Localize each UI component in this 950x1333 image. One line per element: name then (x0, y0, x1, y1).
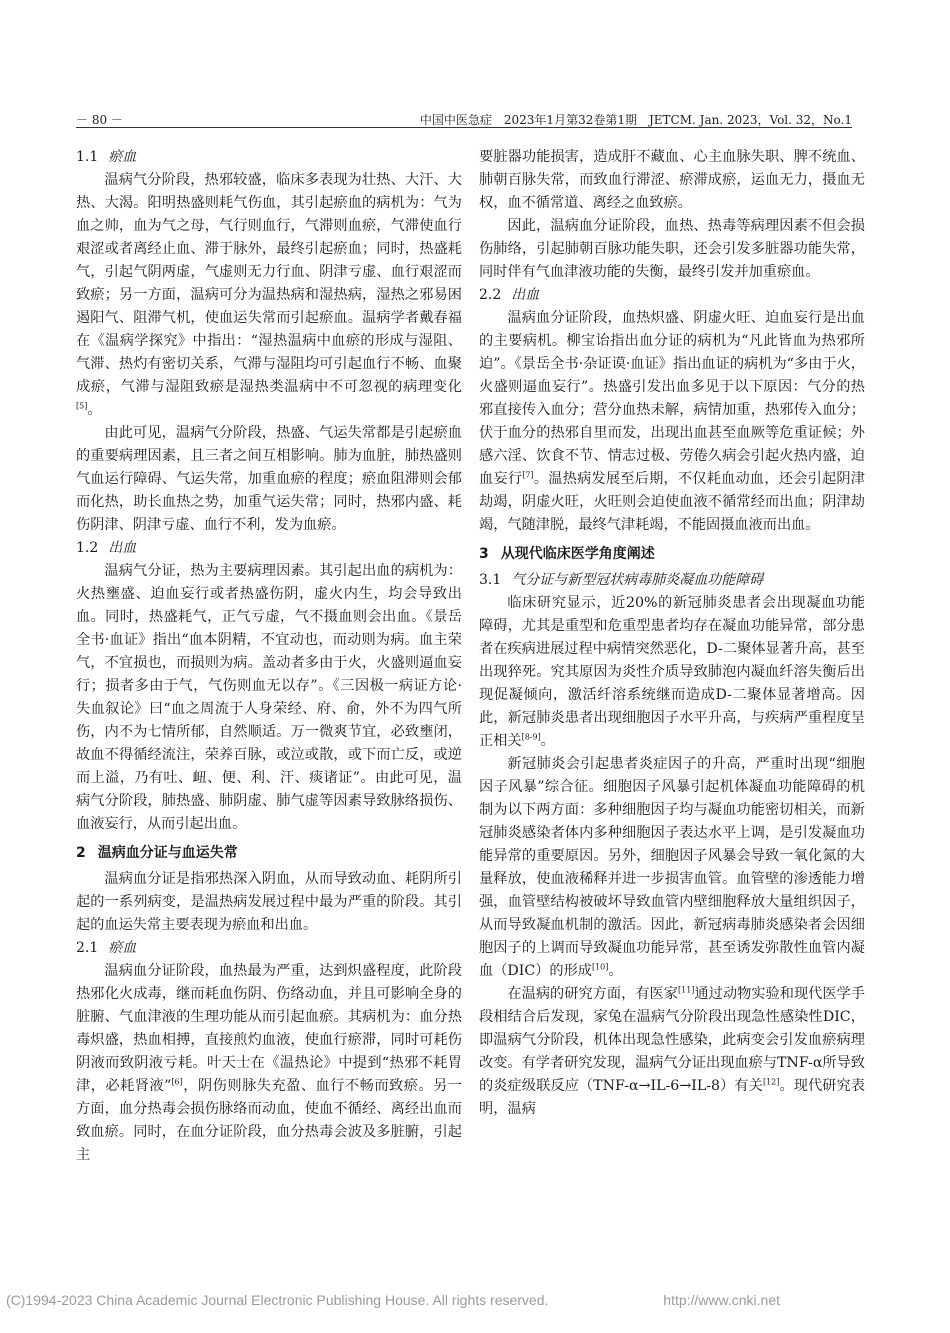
left-column (76, 146, 462, 1167)
running-header (76, 107, 852, 127)
paragraph: 因此，温病血分证阶段，血热、热毒等病理因素不但会损伤肺络，引起肺朝百脉功能失职，还会引发多脏器功能失常，同时伴有气血津液功能的失衡，最终引发并加重瘀血。 (479, 218, 865, 280)
section-heading-2-1: 2.1 瘀血 (76, 940, 137, 956)
paragraph: 温病血分证阶段，血热炽盛、阴虚火旺、迫血妄行是出血的主要病机。柳宝诒指出血分证的病机为“凡此皆血为热邪所迫”。《景岳全书·杂证谟·血证》指出血证的病机为“多由于火，火盛则逼血妄行”。热盛引发出血多见于以下原因：气分的热邪直接传入血分；营分血热未解，病情加重，热邪传入血分；伏于血分的热邪自里而发，出现出血甚至血厥等危重证候；外感六淫、饮食不节、情志过极、劳倦久病会引起火热内盛，迫血妄行[7]。温热病发展至后期，不仅耗血动血，还会引起阴津劫竭，阴虚火旺，火旺则会迫使血液不循常经而出血；阴津劫竭，气随津脱，最终气津耗竭，不能固摄血液而出血。 (479, 310, 865, 533)
journal-citation: 中国中医急症 2023年1月第32卷第1期 JETCM. Jan. 2023，Vol. 32，No.1 (419, 113, 852, 127)
paragraph: 由此可见，温病气分阶段，热盛、气运失常都是引起瘀血的重要病理因素，且三者之间互相影响。肺为血脏，肺热盛则气血运行障碍、气运失常，加重血瘀的程度；瘀血阻滞则会郁而化热，助长血热之势，加重气运失常；同时，热邪内盛、耗伤阴津、阴津亏虚、血行不利，发为血瘀。 (76, 425, 462, 533)
section-heading-2: 2 温病血分证与血运失常 (76, 845, 238, 861)
paragraph: 温病气分证，热为主要病理因素。其引起出血的病机为：火热壅盛、迫血妄行或者热盛伤阴，虚火内生，均会导致出血。同时，热盛耗气，正气亏虚，气不摄血则会出血。《景岳全书·血证》指出“血本阴精，不宜动也，而动则为病。血主荣气，不宜损也，而损则为病。盖动者多由于火，火盛则逼血妄行；损者多由于气，气伤则血无以存”。《三因极一病证方论·失血叙论》曰“血之周流于人身荣经、府、俞，外不为四气所伤，内不为七情所郁，自然顺适。万一微爽节宜，必致壅闭，故血不得循经流注，荣养百脉，或泣或散，或下而亡反，或逆而上溢，乃有吐、衄、便、利、汗、痰诸证”。由此可见，温病气分阶段，肺热盛、肺阴虚、肺气虚等因素导致脉络损伤、血液妄行，从而引起出血。 (76, 563, 462, 832)
paragraph: 新冠肺炎会引起患者炎症因子的升高，严重时出现“细胞因子风暴”综合征。细胞因子风暴引起机体凝血功能障碍的机制为以下两方面：多种细胞因子均与凝血功能密切相关，而新冠肺炎感染者体内多种细胞因子表达水平上调，是引发凝血功能异常的重要原因。另外，细胞因子风暴会导致一氧化氮的大量释放，使血液稀释并进一步损害血管。血管壁的渗透能力增强，血管壁结构被破坏导致血管内壁细胞释放大量组织因子，从而导致凝血机制的激活。因此，新冠病毒肺炎感染者会因细胞因子的上调而导致凝血功能异常，甚至诱发弥散性血管内凝血（DIC）的形成[10]。 (479, 756, 865, 979)
right-column (479, 146, 865, 1121)
cnki-link[interactable]: http://www.cnki.net (663, 1292, 780, 1308)
citation-ref: [8-9] (521, 732, 541, 742)
copyright-footer (0, 1290, 950, 1314)
section-heading-1-1: 1.1 瘀血 (76, 149, 137, 165)
citation-ref: [10] (591, 962, 609, 972)
citation-ref: [5] (76, 401, 88, 411)
citation-ref: [7] (522, 470, 534, 480)
paragraph: 温病血分证阶段，血热最为严重，达到炽盛程度，此阶段热邪化火成毒，继而耗血伤阴、伤络动血，并且可影响全身的脏腑、气血津液的生理功能从而引起血瘀。其病机为：血分热毒炽盛，热血相搏，直接煎灼血液，使血行瘀滞，同时可耗伤阴液而致阴液亏耗。叶天士在《温热论》中提到“热邪不耗胃津，必耗肾液”[6]，阴伤则脉失充盈、血行不畅而致瘀。另一方面，血分热毒会损伤脉络而动血，使血不循经、离经出血而致血瘀。同时，在血分证阶段，血分热毒会波及多脏腑，引起主 (76, 963, 462, 1163)
header-rule (76, 127, 852, 128)
paragraph: 在温病的研究方面，有医家[11]通过动物实验和现代医学手段相结合后发现，家兔在温病气分阶段出现急性感染性DIC，即温病气分阶段，机体出现急性感染，此病变会引发血瘀病理改变。有学者研究发现，温病气分证出现血瘀与TNF-α所导致的炎症级联反应（TNF-α→IL-6→IL-8）有关[12]。现代研究表明，温病 (479, 985, 865, 1117)
citation-ref: [6] (171, 1077, 183, 1087)
paragraph: 温病血分证是指邪热深入阴血，从而导致动血、耗阴所引起的一系列病变，是温热病发展过程中最为严重的阶段。其引起的血运失常主要表现为瘀血和出血。 (76, 871, 462, 933)
citation-ref: [11] (677, 985, 695, 995)
page-number: － 80 － (76, 113, 123, 127)
paragraph: 温病气分阶段，热邪较盛，临床多表现为壮热、大汗、大热、大渴。阳明热盛则耗气伤血，其引起瘀血的病机为：气为血之帅，血为气之母，气行则血行，气滞则血瘀，气滞使血行艰涩或者离经止血、滞于脉外，最终引起瘀血；同时，热盛耗气，引起气阴两虚，气虚则无力行血、阴津亏虚、血行艰涩而致瘀；另一方面，温病可分为温热病和湿热病，湿热之邪易困遏阳气、阻滞气机，使血运失常而引起瘀血。温病学者戴春福在《温病学探究》中指出：“湿热温病中血瘀的形成与湿阻、气滞、热灼有密切关系，气滞与湿阻均可引起血行不畅、血聚成瘀，气滞与湿阻致瘀是湿热类温病中不可忽视的病理变化[5]。 (76, 172, 462, 418)
section-heading-2-2: 2.2 出血 (479, 287, 540, 303)
section-heading-3-1: 3.1 气分证与新型冠状病毒肺炎凝血功能障碍 (479, 572, 764, 588)
citation-ref: [12] (762, 1077, 780, 1087)
paragraph: 临床研究显示，近20%的新冠肺炎患者会出现凝血功能障碍，尤其是重型和危重型患者均存在凝血功能异常，部分患者在疾病进展过程中病情突然恶化，D-二聚体显著升高，甚至出现猝死。究其原因为炎性介质导致肺泡内凝血纤溶失衡后出现促凝倾向，激活纤溶系统继而造成D-二聚体显著增高。因此，新冠肺炎患者出现细胞因子水平升高，与疾病严重程度呈正相关[8-9]。 (479, 595, 865, 749)
paragraph: 要脏器功能损害，造成肝不藏血、心主血脉失职、脾不统血、肺朝百脉失常，而致血行滞涩、瘀滞成瘀，运血无力，摄血无权，血不循常道、离经之血致瘀。 (479, 149, 865, 211)
section-heading-3: 3 从现代临床医学角度阐述 (479, 546, 655, 562)
section-heading-1-2: 1.2 出血 (76, 540, 137, 556)
copyright-text: (C)1994-2023 China Academic Journal Electronic Publishing House. All rights reserved. (6, 1292, 549, 1308)
